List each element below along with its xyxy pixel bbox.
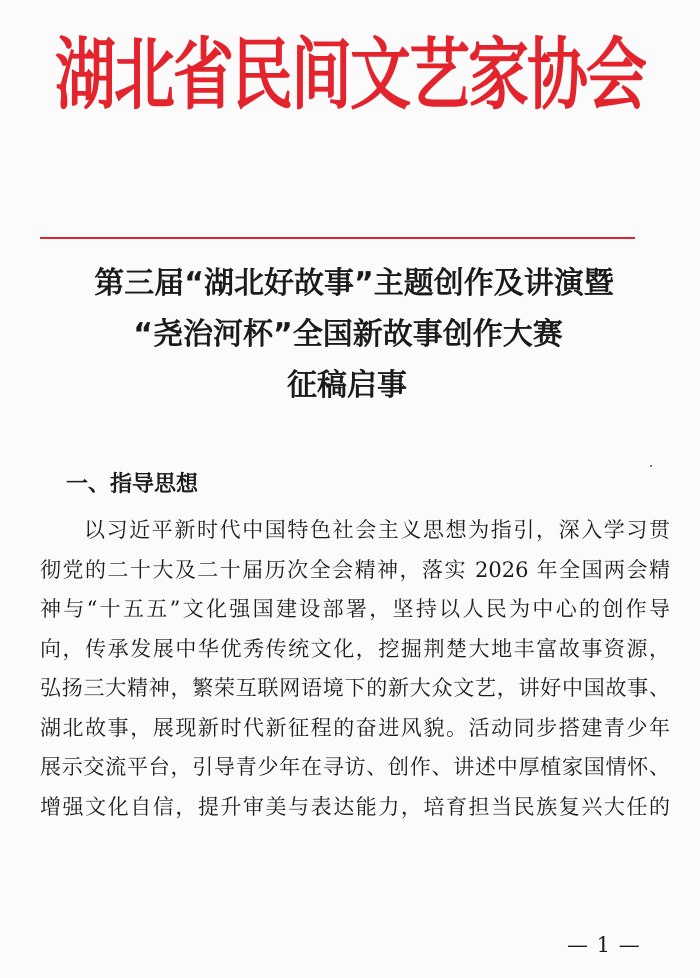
body-paragraph <box>40 511 670 827</box>
paragraph-line: 增强文化自信，提升审美与表达能力，培育担当民族复兴大任的 <box>40 794 670 819</box>
document-title <box>0 258 700 411</box>
organization-letterhead: 湖北省民间文艺家协会 <box>54 29 645 121</box>
paragraph-line: 展示交流平台，引导青少年在寻访、创作、讲述中厚植家国情怀、 <box>40 755 670 779</box>
title-line-2: “尧治河杯”全国新故事创作大赛 <box>133 317 563 352</box>
paragraph-line: 以习近平新时代中国特色社会主义思想为指引，深入学习贯 <box>84 518 670 542</box>
title-line-3: 征稿启事 <box>287 368 407 403</box>
scan-speck <box>650 465 652 467</box>
paragraph-line: 向，传承发展中华优秀传统文化，挖掘荆楚大地丰富故事资源， <box>40 636 670 661</box>
title-line-1: 第三届“湖北好故事”主题创作及讲演暨 <box>94 266 614 301</box>
page-number: — 1 — <box>567 933 641 957</box>
paragraph-line: 神与“十五五”文化强国建设部署，坚持以人民为中心的创作导 <box>40 597 670 621</box>
paragraph-line: 湖北故事，展现新时代新征程的奋进风貌。活动同步搭建青少年 <box>40 715 670 740</box>
paragraph-line: 彻党的二十大及二十届历次全会精神，落实 2026 年全国两会精 <box>40 557 670 582</box>
paragraph-line: 弘扬三大精神，繁荣互联网语境下的新大众文艺，讲好中国故事、 <box>40 676 670 700</box>
section-heading-guiding-ideology: 一、指导思想 <box>66 472 199 497</box>
letterhead-red-divider <box>40 237 635 239</box>
